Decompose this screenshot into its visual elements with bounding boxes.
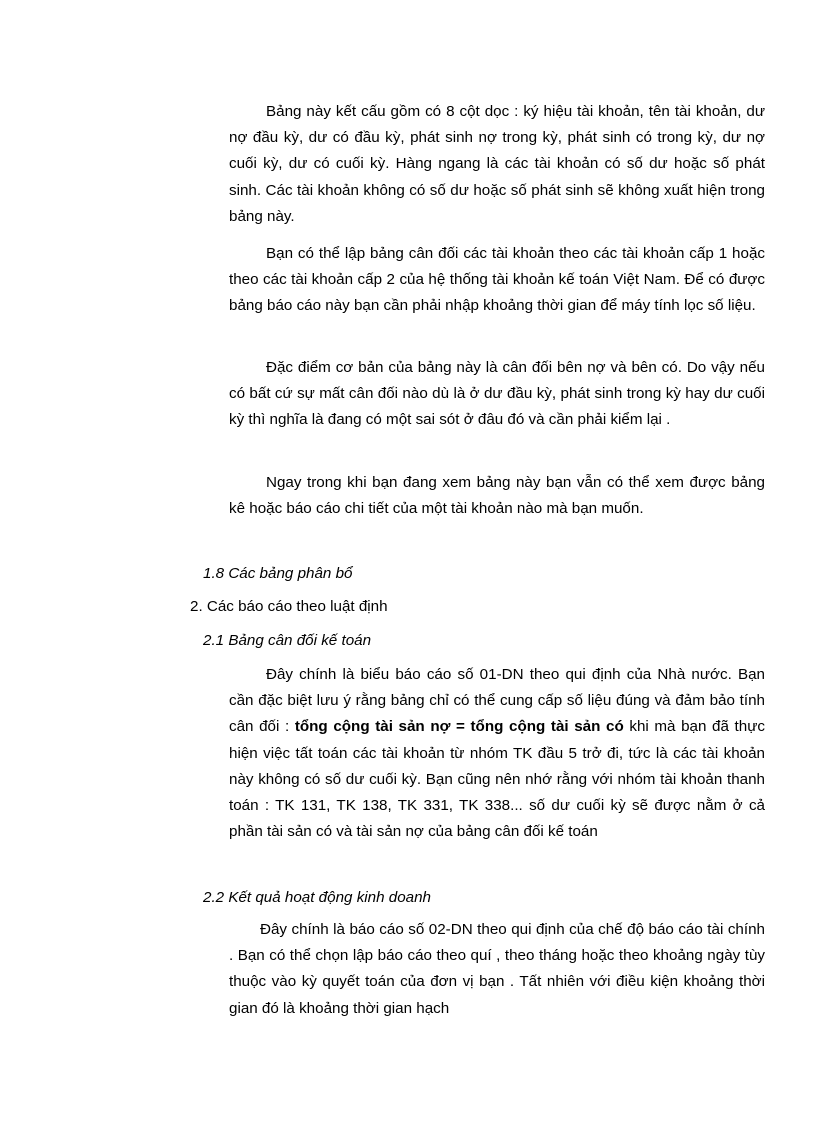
balance-sheet-text-start: Đây chính là biểu báo cáo số 01-DN theo qui định của Nhà nước. Bạn cần đặc biệt lưu ý rằng bảng chỉ có thể cung cấp số liệu đúng và đảm bảo tính cân đối : bbox=[229, 666, 765, 736]
paragraph-balance-feature: Đặc điểm cơ bản của bảng này là cân đối bên nợ và bên có. Do vậy nếu có bất cứ sự mất cân đối nào dù là ở dư đầu kỳ, phát sinh trong kỳ hay dư cuối kỳ thì nghĩa là đang có một sai sót ở đâu đó và cần phải kiểm lại . bbox=[229, 359, 765, 429]
heading-1-8: 1.8 Các bảng phân bổ bbox=[203, 565, 353, 582]
paragraph-table-structure: Bảng này kết cấu gồm có 8 cột dọc : ký hiệu tài khoản, tên tài khoản, dư nợ đầu kỳ, dư có đầu kỳ, phát sinh nợ trong kỳ, phát sinh có trong kỳ, dư nợ cuối kỳ, dư có cuối kỳ. Hàng ngang là các tài khoản có số dư hoặc số phát sinh. Các tài khoản không có số dư hoặc số phát sinh sẽ không xuất hiện trong bảng này. bbox=[229, 103, 765, 225]
heading-2-2: 2.2 Kết quả hoạt động kinh doanh bbox=[203, 889, 432, 906]
heading-2: 2. Các báo cáo theo luật định bbox=[190, 598, 388, 615]
paragraph-balance-sheet bbox=[229, 662, 765, 845]
paragraph-business-results: Đây chính là báo cáo số 02-DN theo qui định của chế độ báo cáo tài chính . Bạn có thể chọn lập báo cáo theo quí , theo tháng hoặc theo khoảng ngày tùy thuộc vào kỳ quyết toán của đơn vị bạn . Tất nhiên với điều kiện khoảng thời gian đó là khoảng thời gian hạch bbox=[229, 921, 765, 1017]
heading-2-1: 2.1 Bảng cân đối kế toán bbox=[203, 632, 372, 649]
paragraph-account-levels: Bạn có thể lập bảng cân đối các tài khoản theo các tài khoản cấp 1 hoặc theo các tài khoản cấp 2 của hệ thống tài khoản kế toán Việt Nam. Để có được bảng báo cáo này bạn cần phải nhập khoảng thời gian để máy tính lọc số liệu. bbox=[229, 245, 765, 315]
balance-sheet-text-end: khi mà bạn đã thực hiện việc tất toán các tài khoản từ nhóm TK đầu 5 trở đi, tức là các tài khoản này không có số dư cuối kỳ. Bạn cũng nên nhớ rằng với nhóm tài khoản thanh toán : TK 131, TK 138, TK 331, TK 338... số dư cuối kỳ sẽ được nằm ở cả phần tài sản có và tài sản nợ của bảng cân đối kế toán bbox=[229, 718, 765, 841]
paragraph-view-details: Ngay trong khi bạn đang xem bảng này bạn vẫn có thể xem được bảng kê hoặc báo cáo chi tiết của một tài khoản nào mà bạn muốn. bbox=[229, 474, 765, 518]
balance-equation-bold: tổng cộng tài sản nợ = tổng cộng tài sản có bbox=[294, 718, 624, 736]
